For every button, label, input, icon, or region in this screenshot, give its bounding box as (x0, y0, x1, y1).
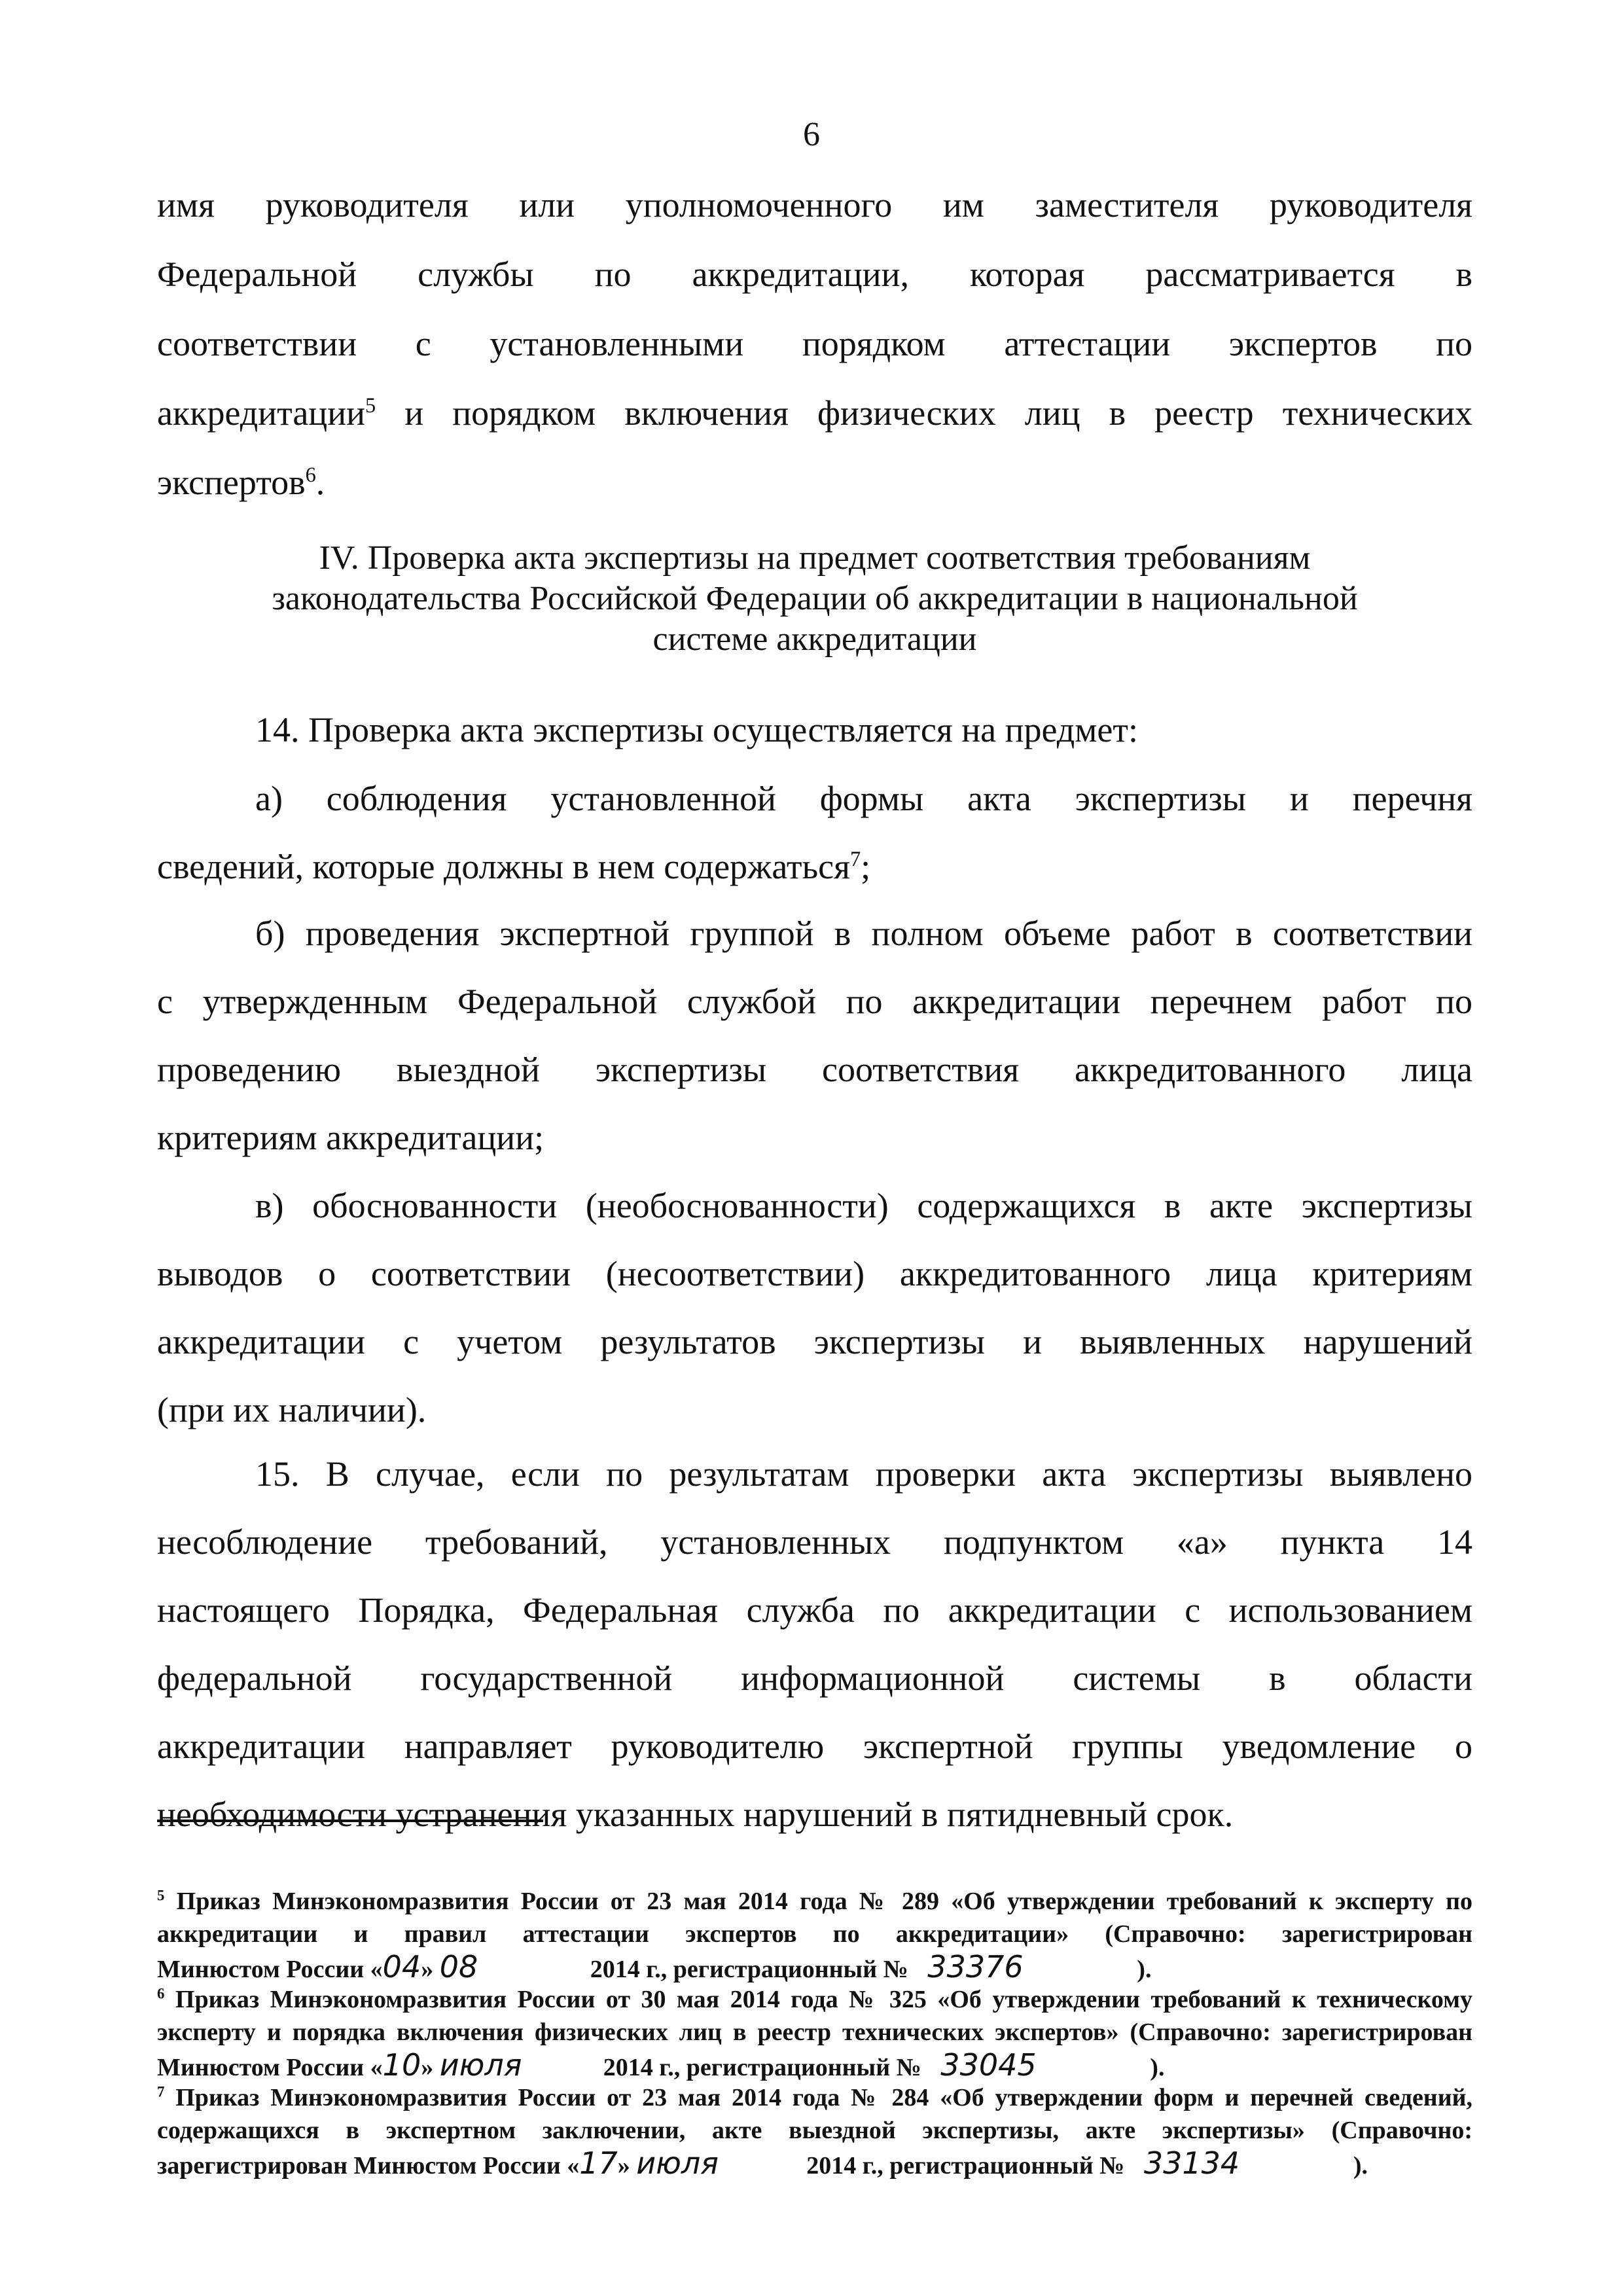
footnote-6 (157, 1983, 1472, 2084)
text-line: критериям аккредитации; (157, 1118, 544, 1157)
text-line: выводов о соответствии (несоответствии) аккредитованного лица критериям (157, 1254, 1472, 1293)
section-heading (157, 538, 1472, 660)
handwritten-registration-number: 33376 (927, 1949, 1024, 1984)
text-line: аккредитации с учетом результатов экспертизы и выявленных нарушений (157, 1322, 1472, 1361)
text-line: б) проведения экспертной группой в полном объеме работ в соответствии (255, 914, 1472, 953)
text-line: в) обоснованности (необоснованности) содержащихся в акте экспертизы (255, 1186, 1472, 1225)
handwritten-registration-number: 33134 (1143, 2145, 1240, 2181)
footnote-ref: 5 (365, 394, 376, 418)
handwritten-day: 17 (579, 2145, 618, 2181)
text-line: соответствии с установленными порядком аттестации экспертов по (157, 324, 1472, 363)
footnote-line: $^6$ Приказ Минэкономразвития России от 30 мая 2014 года № 325 «Об утверждении требований к техническому (157, 1985, 1472, 2013)
paragraph-15 (157, 1440, 1472, 1848)
footnote-mark: 6 (157, 1985, 165, 2002)
footnote-line: зарегистрирован Минюстом России «17» июля 2014 г., регистрационный № 33134 ). (157, 2145, 1368, 2181)
text-line: аккредитации направляет руководителю экспертной группы уведомление о (157, 1727, 1472, 1766)
handwritten-day: 04 (382, 1949, 421, 1984)
handwritten-month: июля (439, 2047, 522, 2083)
heading-line: законодательства Российской Федерации об аккредитации в национальной (272, 580, 1358, 617)
page-number: 6 (803, 116, 820, 153)
text-line: (при их наличии). (157, 1390, 427, 1429)
handwritten-month: 08 (439, 1949, 478, 1984)
text-line: 15. В случае, если по результатам проверки акта экспертизы выявлено (255, 1454, 1472, 1494)
footnote-line: содержащихся в экспертном заключении, акте выездной экспертизы, акте экспертизы» (Справочно: (157, 2117, 1472, 2144)
text-line: аккредитации$^5$ и порядком включения физических лиц в реестр технических (157, 393, 1472, 433)
heading-line: IV. Проверка акта экспертизы на предмет соответствия требованиям (319, 539, 1311, 577)
footnote-line: Минюстом России «10» июля 2014 г., регистрационный № 33045 ). (157, 2047, 1165, 2083)
text-line: проведению выездной экспертизы соответствия аккредитованного лица (157, 1050, 1472, 1089)
text-line: несоблюдение требований, установленных подпунктом «а» пункта 14 (157, 1522, 1472, 1562)
text-line: а) соблюдения установленной формы акта экспертизы и перечня (255, 779, 1472, 818)
text-line: Федеральной службы по аккредитации, которая рассматривается в (157, 255, 1472, 294)
paragraph-14 (157, 695, 1472, 764)
text-line: федеральной государственной информационной системы в области (157, 1659, 1472, 1698)
footnote-mark: 7 (157, 2083, 165, 2100)
heading-line: системе аккредитации (652, 620, 977, 658)
paragraph-14a (157, 764, 1472, 901)
continuation-paragraph (157, 170, 1472, 517)
footnote-mark: 5 (157, 1887, 165, 1904)
handwritten-registration-number: 33045 (940, 2047, 1037, 2083)
footnote-7 (157, 2081, 1472, 2182)
text-line: настоящего Порядка, Федеральная служба по аккредитации с использованием (157, 1590, 1472, 1630)
footnote-line: $^5$ Приказ Минэкономразвития России от 23 мая 2014 года № 289 «Об утверждении требований к эксперту по (157, 1887, 1472, 1915)
footnote-ref: 6 (305, 463, 316, 487)
handwritten-month: июля (636, 2145, 719, 2181)
text-line: сведений, которые должны в нем содержаться$^7$; (157, 847, 871, 886)
text-line: 14. Проверка акта экспертизы осуществляется на предмет: (255, 710, 1138, 749)
handwritten-day: 10 (382, 2047, 421, 2083)
paragraph-14b (157, 899, 1472, 1172)
footnote-line: эксперту и порядка включения физических лиц в реестр технических экспертов» (Справочно: зарегистрирован (157, 2018, 1472, 2046)
text-line: необходимости устранения указанных нарушений в пятидневный срок. (157, 1795, 1234, 1834)
footnote-ref: 7 (849, 848, 861, 871)
footnote-line: Минюстом России «04» 08 2014 г., регистрационный № 33376 ). (157, 1949, 1152, 1984)
text-line: экспертов$^6$. (157, 463, 325, 502)
footnote-5 (157, 1885, 1472, 1986)
text-line: имя руководителя или уполномоченного им заместителя руководителя (157, 185, 1472, 224)
footnote-line: аккредитации и правил аттестации экспертов по аккредитации» (Справочно: зарегистрирован (157, 1920, 1472, 1948)
footnote-separator (157, 1820, 543, 1822)
text-line: с утвержденным Федеральной службой по аккредитации перечнем работ по (157, 982, 1472, 1021)
footnote-line: $^7$ Приказ Минэкономразвития России от 23 мая 2014 года № 284 «Об утверждении форм и перечней сведений, (157, 2083, 1472, 2111)
paragraph-14v (157, 1172, 1472, 1444)
